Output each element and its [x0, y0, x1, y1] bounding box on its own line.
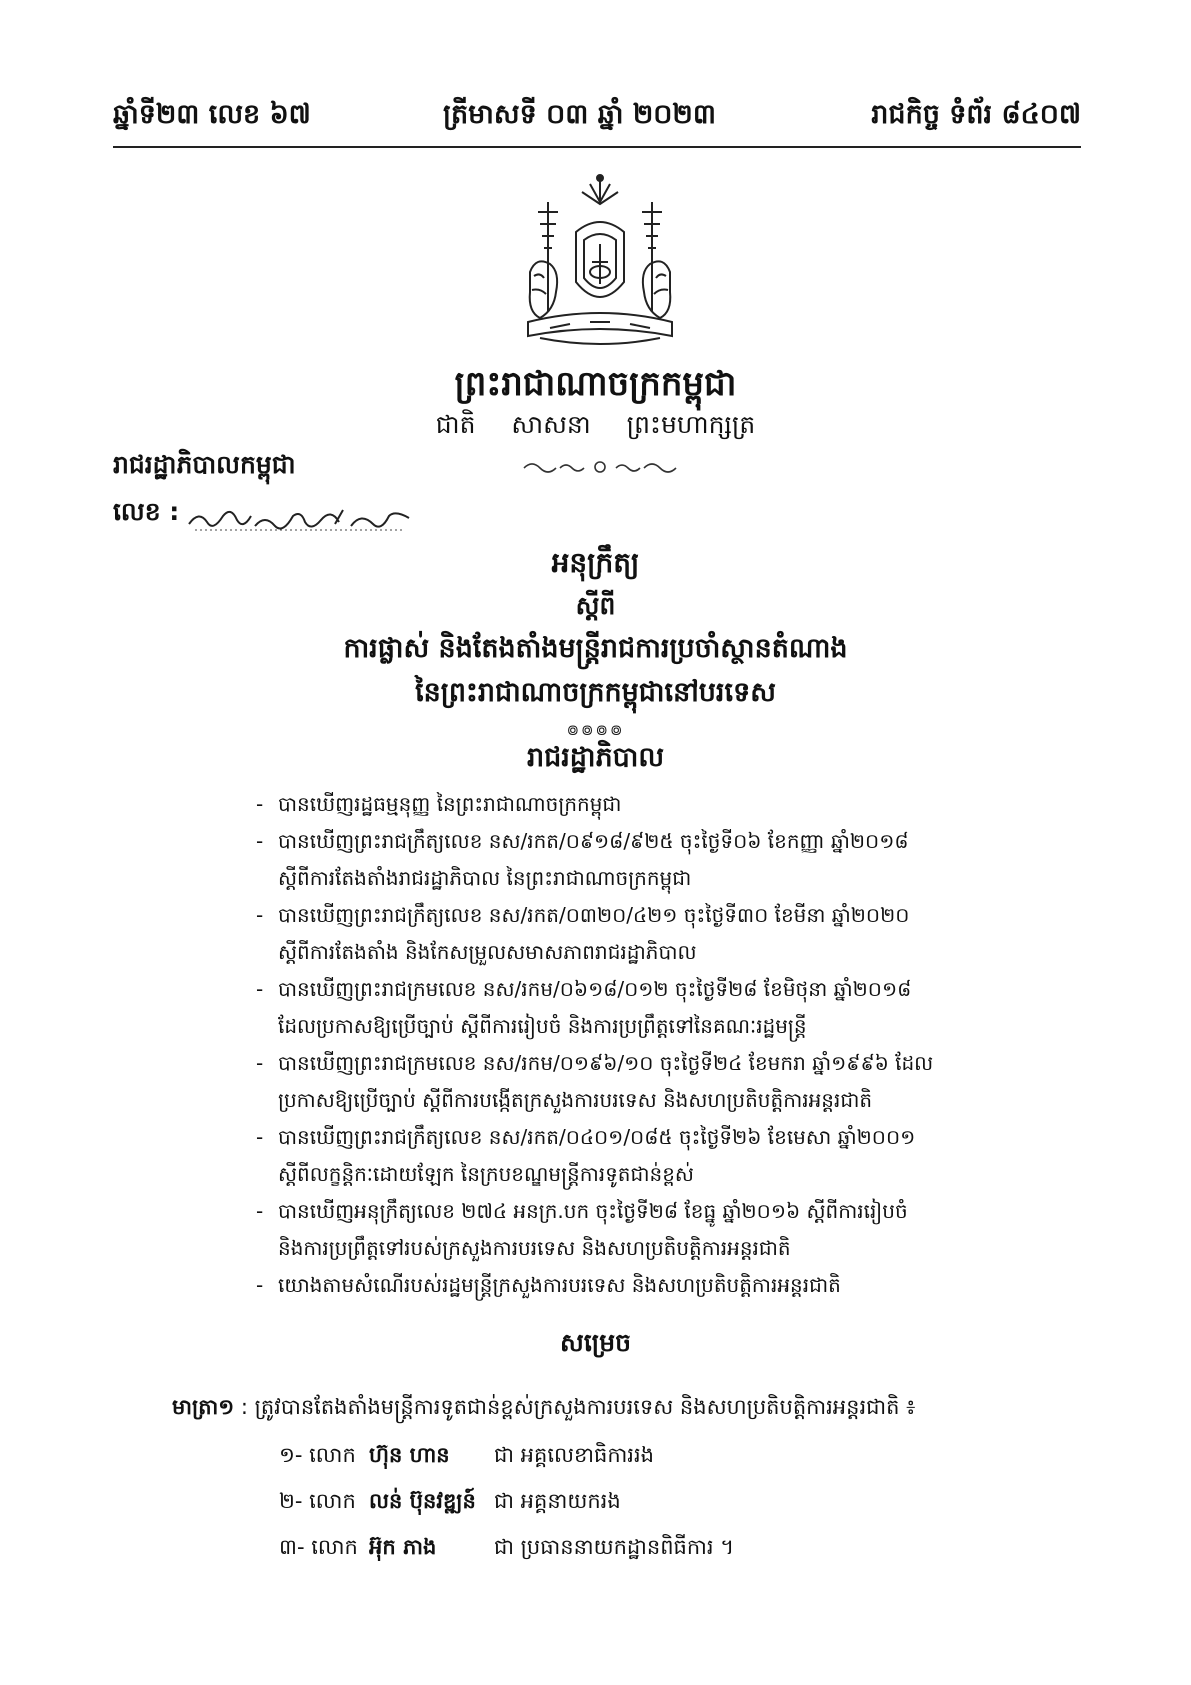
title-issuer: រាជរដ្ឋាភិបាល — [526, 742, 665, 773]
list-item: - បានឃើញរដ្ឋធម្មនុញ្ញ នៃព្រះរាជាណាចក្រកម្ពុជា — [256, 786, 1046, 823]
national-motto: ជាតិ សាសនា ព្រះមហាក្សត្រ — [435, 410, 756, 439]
appointee-row: ៣- លោក អ៊ុក ភាង ជា ប្រធាននាយកដ្ឋានពិធីការ ។ — [279, 1535, 735, 1559]
running-header — [113, 92, 1081, 142]
royal-coat-of-arms-icon — [510, 172, 690, 357]
title-subject-line-1: ការផ្លាស់ និងតែងតាំងមន្ត្រីរាជការប្រចាំស្ថានតំណាង — [343, 633, 848, 664]
list-item: - បានឃើញព្រះរាជក្រឹត្យលេខ នស/រកត/០៤០១/០៨៥ ចុះថ្ងៃទី២៦ ខែមេសា ឆ្នាំ២០០១ ស្តីពីលក្ខន្តិកៈដោយឡែក នៃក្របខណ្ឌមន្ត្រីការទូតជាន់ខ្ពស់ — [256, 1119, 1046, 1193]
article-label: មាត្រា១ — [172, 1395, 235, 1419]
list-item: - បានឃើញព្រះរាជក្រឹត្យលេខ នស/រកត/០៩១៨/៩២៥ ចុះថ្ងៃទី០៦ ខែកញ្ញា ឆ្នាំ២០១៨ ស្តីពីការតែងតាំងរាជរដ្ឋាភិបាល នៃព្រះរាជាណាចក្រកម្ពុជា — [256, 823, 1046, 897]
appointee-row: ១- លោក ហ៊ុន ហាន ជា អគ្គលេខាធិការរង — [279, 1443, 654, 1467]
list-item: - បានឃើញព្រះរាជក្រឹត្យលេខ នស/រកត/០៣២០/៤២១ ចុះថ្ងៃទី៣០ ខែមីនា ឆ្នាំ២០២០ ស្តីពីការតែងតាំង និងកែសម្រួលសមាសភាពរាជរដ្ឋាភិបាល — [256, 897, 1046, 971]
header-issue: ឆ្នាំទី២៣ លេខ ៦៧ — [113, 99, 311, 130]
list-item: - បានឃើញព្រះរាជក្រមលេខ នស/រកម/០១៩៦/១០ ចុះថ្ងៃទី២៤ ខែមករា ឆ្នាំ១៩៩៦ ដែល ប្រកាសឱ្យប្រើច្បាប់ ស្តីពីការបង្កើតក្រសួងការបរទេស និងសហប្រតិបត្តិការអន្តរជាតិ — [256, 1045, 1046, 1119]
appointee-row: ២- លោក លន់ ប៊ុនវឌ្ឍន៍ ជា អគ្គនាយករង — [279, 1489, 621, 1513]
appointee-list — [279, 1432, 979, 1570]
kingdom-name: ព្រះរាជាណាចក្រកម្ពុជា — [454, 364, 737, 404]
ornament-divider-icon — [520, 458, 680, 476]
issuing-government: រាជរដ្ឋាភិបាលកម្ពុជា — [113, 450, 296, 479]
article-1 — [172, 1394, 1072, 1425]
header-divider — [113, 146, 1081, 148]
header-page-number: រាជកិច្ច ទំព័រ ៨៤០៧ — [871, 99, 1081, 130]
reference-number-label: លេខ : — [113, 497, 180, 526]
decision-heading: សម្រេច — [560, 1328, 631, 1357]
list-item: - យោងតាមសំណើរបស់រដ្ឋមន្ត្រីក្រសួងការបរទេស និងសហប្រតិបត្តិការអន្តរជាតិ — [256, 1267, 1046, 1304]
visa-list — [256, 786, 1046, 1304]
list-item: - បានឃើញអនុក្រឹត្យលេខ ២៧៤ អនក្រ.បក ចុះថ្ងៃទី២៨ ខែធ្នូ ឆ្នាំ២០១៦ ស្តីពីការរៀបចំ និងការប្រព្រឹត្តទៅរបស់ក្រសួងការបរទេស និងសហប្រតិបត្តិការអន្តរជាតិ — [256, 1193, 1046, 1267]
handwritten-reference-number-icon — [185, 500, 415, 534]
article-text: : ត្រូវបានតែងតាំងមន្ត្រីការទូតជាន់ខ្ពស់ក្រសួងការបរទេស និងសហប្រតិបត្តិការអន្តរជាតិ ៖ — [240, 1395, 916, 1419]
document-type-title: អនុក្រឹត្យ — [551, 546, 640, 579]
title-subject-line-2: នៃព្រះរាជាណាចក្រកម្ពុជានៅបរទេស — [415, 677, 776, 708]
title-on: ស្តីពី — [575, 591, 616, 620]
list-item: - បានឃើញព្រះរាជក្រមលេខ នស/រកម/០៦១៨/០១២ ចុះថ្ងៃទី២៨ ខែមិថុនា ឆ្នាំ២០១៨ ដែលប្រកាសឱ្យប្រើច្បាប់ ស្តីពីការរៀបចំ និងការប្រព្រឹត្តទៅនៃគណៈរដ្ឋមន្ត្រី — [256, 971, 1046, 1045]
header-date: ត្រីមាសទី ០៣ ឆ្នាំ ២០២៣ — [443, 99, 716, 130]
title-separator: ៙៙៙៙ — [566, 721, 625, 739]
